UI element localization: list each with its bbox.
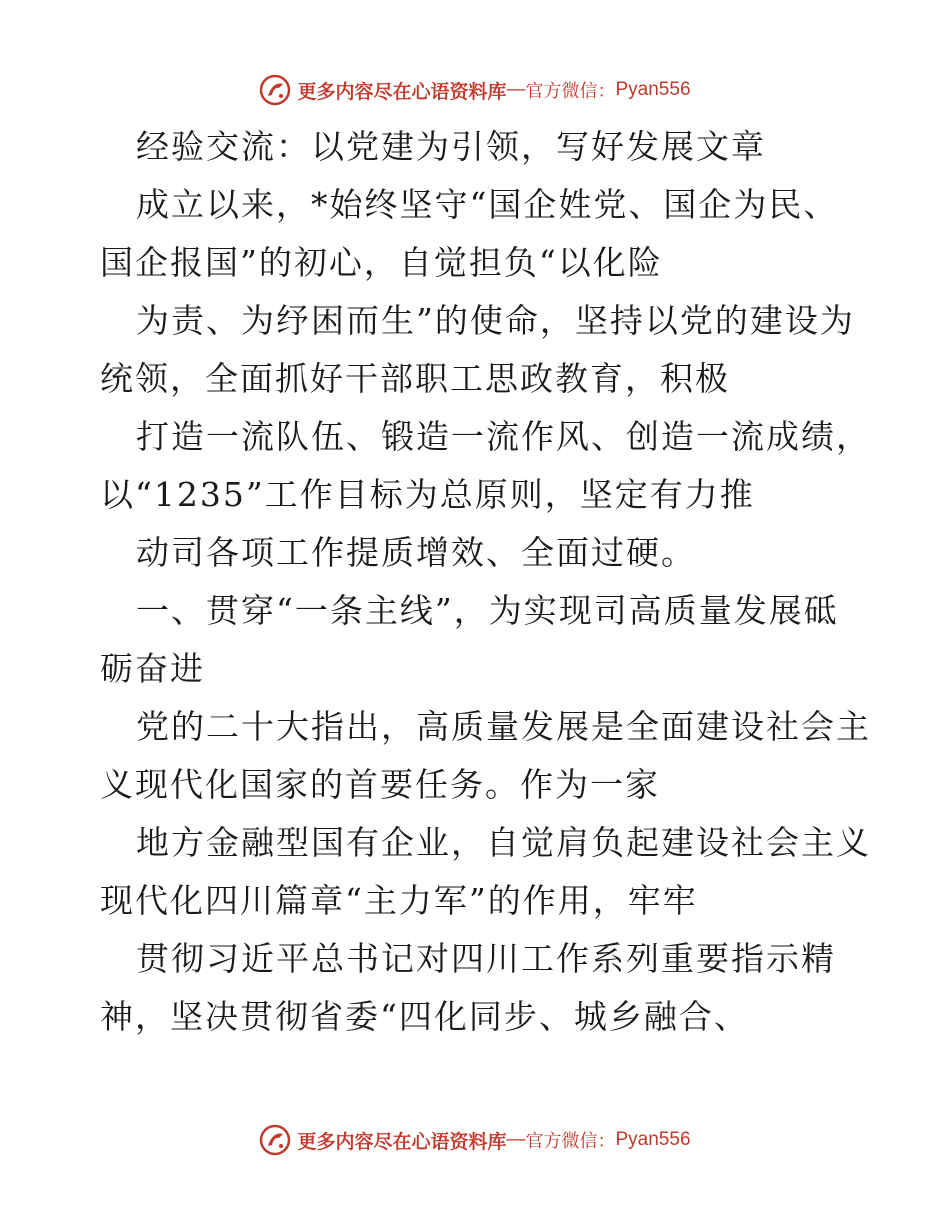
banner-wechat-label: 官方微信： <box>525 81 616 102</box>
banner-wechat-label: 官方微信： <box>525 1131 616 1152</box>
section-heading-continued: 砺奋进 <box>100 649 205 688</box>
banner-brand-text: 更多内容尽在心语资料库 <box>297 80 507 103</box>
text-line: 以“1235”工作目标为总原则，坚定有力推 <box>100 475 755 514</box>
text-line: 成立以来，*始终坚守“国企姓党、国企为民、 <box>136 185 839 224</box>
seal-logo-icon <box>259 74 291 106</box>
text-line: 国企报国”的初心，自觉担负“以化险 <box>100 243 663 282</box>
seal-logo-icon <box>259 1124 291 1156</box>
text-line: 统领，全面抓好干部职工思政教育，积极 <box>100 359 730 398</box>
text-line: 为责、为纾困而生”的使命，坚持以党的建设为 <box>136 301 855 340</box>
document-body <box>100 118 871 1046</box>
header-watermark-banner <box>0 70 950 110</box>
banner-brand-text: 更多内容尽在心语资料库 <box>297 1130 507 1153</box>
banner-wechat-id: Pyan556 <box>615 79 691 100</box>
banner-dash: — <box>506 1129 526 1150</box>
text-line: 贯彻习近平总书记对四川工作系列重要指示精 <box>136 939 836 978</box>
banner-dash: — <box>506 79 526 100</box>
banner-wechat-id: Pyan556 <box>615 1129 691 1150</box>
text-line: 动司各项工作提质增效、全面过硬。 <box>136 533 696 572</box>
text-line: 义现代化国家的首要任务。作为一家 <box>100 765 660 804</box>
text-line: 打造一流队伍、锻造一流作风、创造一流成绩， <box>136 417 871 456</box>
text-line: 现代化四川篇章“主力军”的作用，牢牢 <box>100 881 698 920</box>
text-line: 神，坚决贯彻省委“四化同步、城乡融合、 <box>100 997 749 1036</box>
text-line: 地方金融型国有企业，自觉肩负起建设社会主义 <box>136 823 871 862</box>
document-title: 经验交流：以党建为引领，写好发展文章 <box>136 127 766 166</box>
text-line: 党的二十大指出，高质量发展是全面建设社会主 <box>136 707 871 746</box>
footer-watermark-banner <box>0 1120 950 1160</box>
section-heading: 一、贯穿“一条主线”，为实现司高质量发展砥 <box>136 591 839 630</box>
